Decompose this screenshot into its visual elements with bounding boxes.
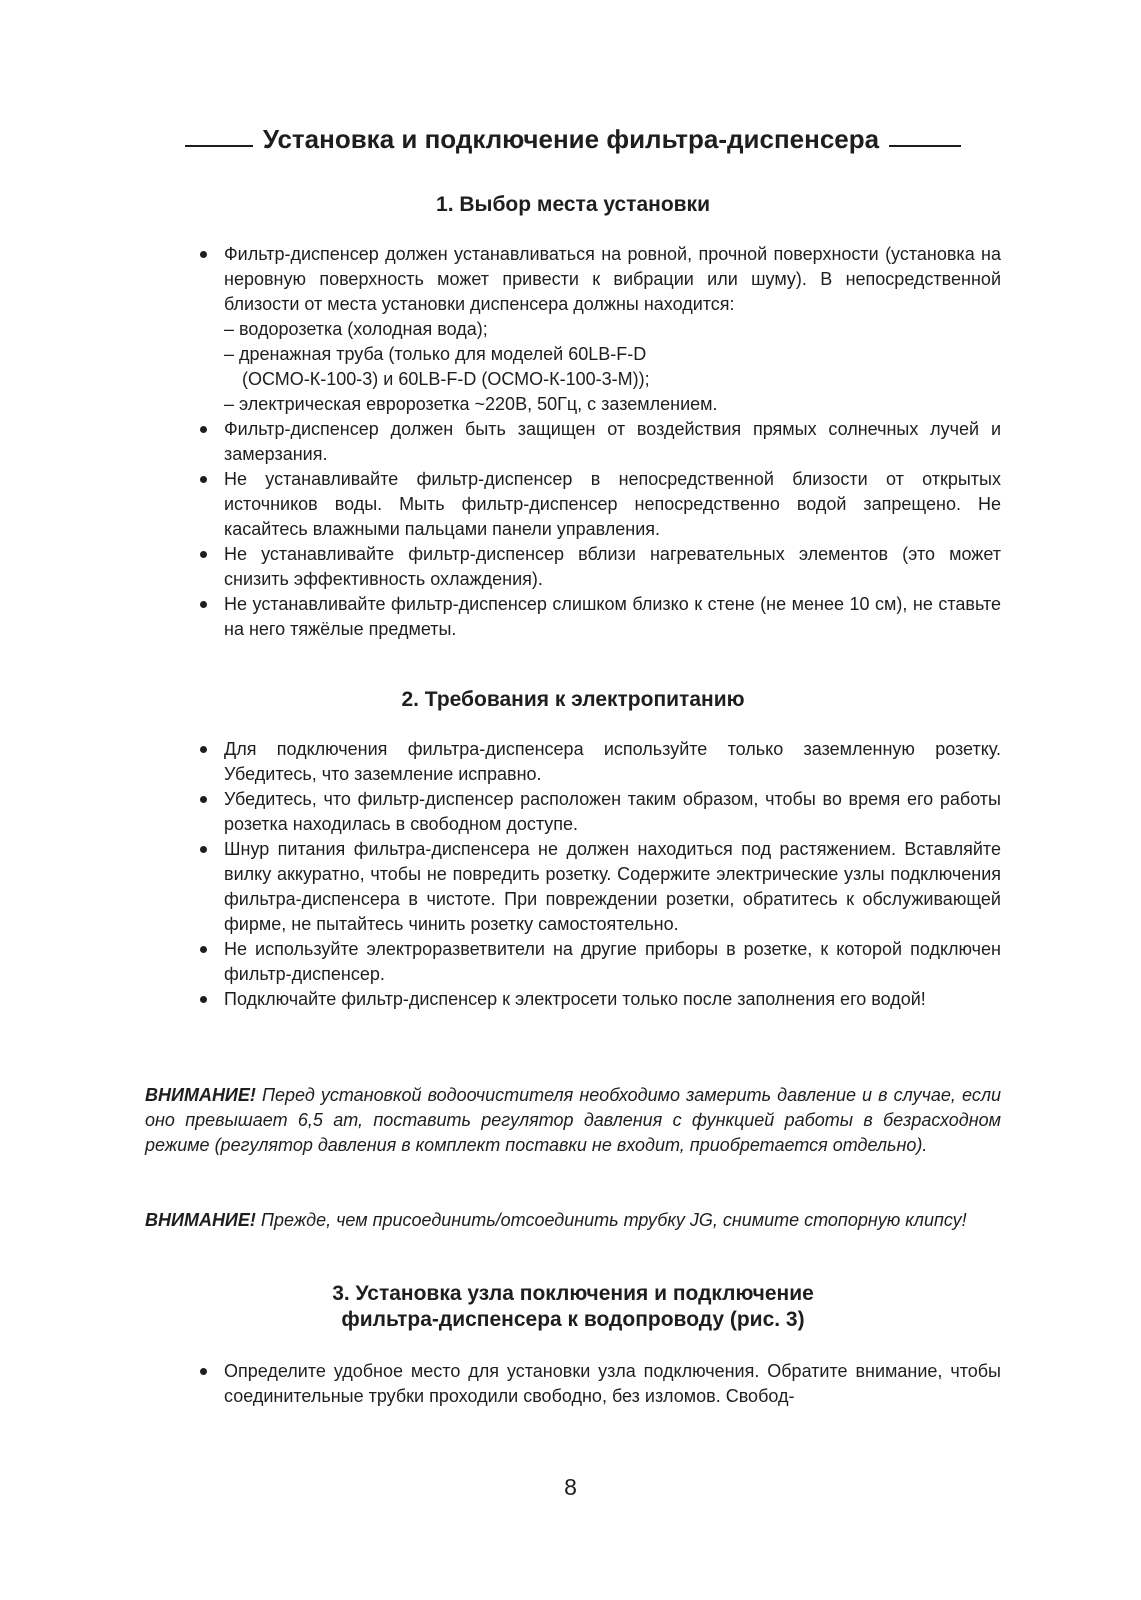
title-rule-right bbox=[889, 145, 961, 147]
list-item-text: Не устанавливайте фильтр-диспенсер в непосредственной близости от открытых источников воды. Мыть фильтр-диспенсер непосредственно водой запрещено. Не касайтесь влажными пальцами панели управления. bbox=[224, 469, 1001, 539]
section-2-list bbox=[195, 737, 1001, 1012]
section-3-list bbox=[195, 1359, 1001, 1409]
bullet-icon bbox=[200, 946, 207, 953]
list-item-text: Определите удобное место для установки узла подключения. Обратите внимание, чтобы соединительные трубки проходили свободно, без изломов. Свобод- bbox=[224, 1361, 1001, 1406]
section-2-heading: 2. Требования к электропитанию bbox=[401, 688, 745, 711]
section-1-list bbox=[195, 242, 1001, 642]
page-title bbox=[145, 124, 1001, 155]
list-item bbox=[195, 937, 1001, 987]
bullet-icon bbox=[200, 551, 207, 558]
section-1-heading: 1. Выбор места установки bbox=[436, 193, 710, 216]
list-item bbox=[195, 787, 1001, 837]
list-item-text: Не устанавливайте фильтр-диспенсер слишком близко к стене (не менее 10 см), не ставьте на него тяжёлые предметы. bbox=[224, 594, 1001, 639]
warning-jg-tube bbox=[145, 1208, 1001, 1233]
bullet-icon bbox=[200, 601, 207, 608]
warning-text: Прежде, чем присоединить/отсоединить трубку JG, снимите стопорную клипсу! bbox=[260, 1210, 967, 1230]
list-item bbox=[195, 987, 1001, 1012]
list-item-text: Не устанавливайте фильтр-диспенсер вблизи нагревательных элементов (это может снизить эффективность охлаждения). bbox=[224, 544, 1001, 589]
list-item-text: Фильтр-диспенсер должен устанавливаться на ровной, прочной поверхности (установка на неровную поверхность может привести к вибрации или шуму). В непосредственной близости от места установки диспенсера должны находится: bbox=[224, 244, 1001, 314]
title-rule-left bbox=[185, 145, 253, 147]
list-item-text: Шнур питания фильтра-диспенсера не должен находиться под растяжением. Вставляйте вилку аккуратно, чтобы не повредить розетку. Содержите электрические узлы подключения фильтра-диспенсера в чистоте. При повреждении розетки, обратитесь к обслуживающей фирме, не пытайтесь чинить розетку самостоятельно. bbox=[224, 839, 1001, 934]
bullet-icon bbox=[200, 476, 207, 483]
section-3-heading-line-1: 3. Установка узла поключения и подключение bbox=[332, 1282, 814, 1305]
warning-lead: ВНИМАНИЕ! bbox=[145, 1085, 256, 1105]
bullet-icon bbox=[200, 796, 207, 803]
list-item bbox=[195, 242, 1001, 417]
list-item-text: Подключайте фильтр-диспенсер к электросети только после заполнения его водой! bbox=[224, 989, 926, 1009]
warning-lead: ВНИМАНИЕ! bbox=[145, 1210, 256, 1230]
list-item-text: Не используйте электроразветвители на другие приборы в розетке, к которой подключен фильтр-диспенсер. bbox=[224, 939, 1001, 984]
sub-item-text: (ОСМО-К-100-3) и 60LB-F-D (ОСМО-К-100-3-М)); bbox=[242, 369, 650, 389]
bullet-icon bbox=[200, 426, 207, 433]
sub-item-text: – водорозетка (холодная вода); bbox=[224, 319, 488, 339]
list-item-text: Фильтр-диспенсер должен быть защищен от воздействия прямых солнечных лучей и замерзания. bbox=[224, 419, 1001, 464]
list-item bbox=[195, 467, 1001, 542]
list-item bbox=[195, 1359, 1001, 1409]
list-item-text: Убедитесь, что фильтр-диспенсер расположен таким образом, чтобы во время его работы розетка находилась в свободном доступе. bbox=[224, 789, 1001, 834]
list-item bbox=[195, 737, 1001, 787]
list-item bbox=[195, 417, 1001, 467]
bullet-icon bbox=[200, 846, 207, 853]
warning-pressure bbox=[145, 1083, 1001, 1158]
bullet-icon bbox=[200, 251, 207, 258]
list-item-text: Для подключения фильтра-диспенсера используйте только заземленную розетку. Убедитесь, что заземление исправно. bbox=[224, 739, 1001, 784]
sub-item-text: – электрическая евророзетка ~220В, 50Гц, с заземлением. bbox=[224, 394, 718, 414]
bullet-icon bbox=[200, 1368, 207, 1375]
list-item bbox=[195, 592, 1001, 642]
warning-text: Перед установкой водоочистителя необходимо замерить давление и в случае, если оно превышает 6,5 ат, поставить регулятор давления с функцией работы в безрасходном режиме (регулятор давления в комплект поставки не входит, приобретается отдельно). bbox=[145, 1085, 1001, 1155]
page-title-text: Установка и подключение фильтра-диспенсера bbox=[262, 124, 880, 154]
section-3-heading-line-2: фильтра-диспенсера к водопроводу (рис. 3) bbox=[341, 1307, 805, 1331]
list-item bbox=[195, 542, 1001, 592]
sub-item-text: – дренажная труба (только для моделей 60LB-F-D bbox=[224, 344, 647, 364]
bullet-icon bbox=[200, 746, 207, 753]
list-item bbox=[195, 837, 1001, 937]
section-3-heading bbox=[145, 1281, 1001, 1332]
page-number: 8 bbox=[564, 1474, 577, 1500]
bullet-icon bbox=[200, 996, 207, 1003]
